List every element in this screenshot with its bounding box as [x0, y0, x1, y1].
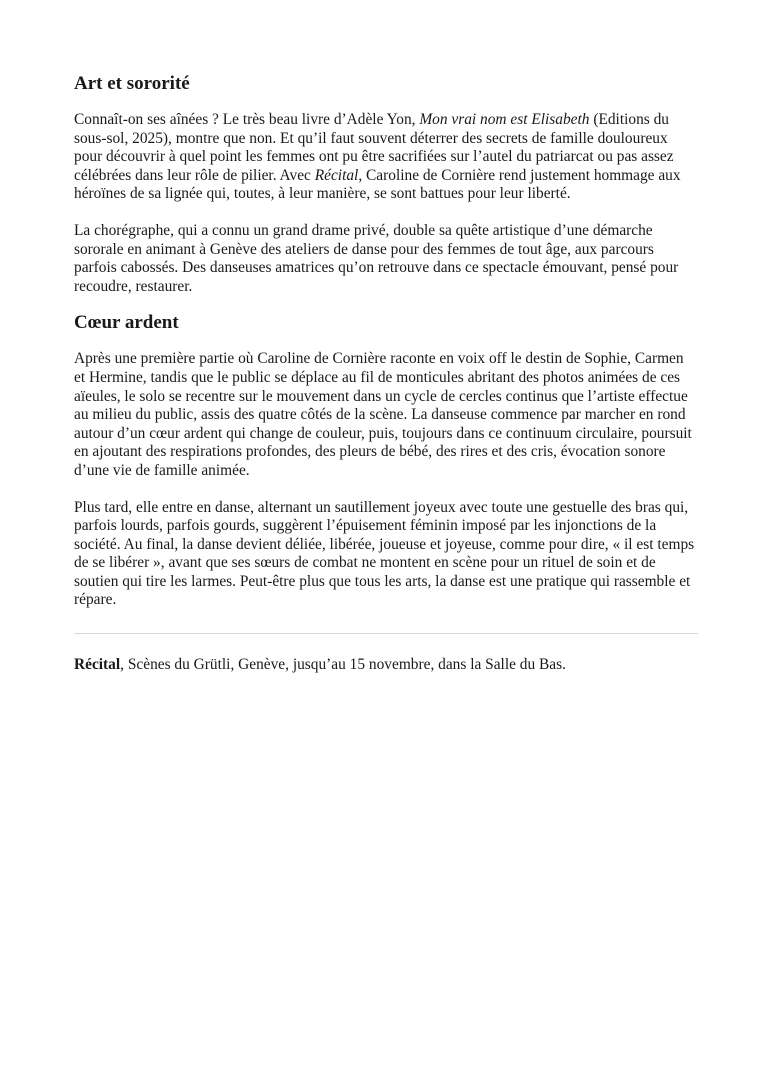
section-heading-art-et-sororite: Art et sororité: [74, 73, 190, 94]
event-info: [74, 656, 698, 675]
paragraph-intro: [74, 111, 698, 204]
event-details: , Scènes du Grütli, Genève, jusqu’au 15 novembre, dans la Salle du Bas.: [120, 656, 566, 674]
show-title: Récital: [314, 166, 359, 184]
book-title: Mon vrai nom est Elisabeth: [419, 111, 590, 128]
article: [74, 72, 698, 675]
paragraph-choreographer: La chorégraphe, qui a connu un grand drame privé, double sa quête artistique d’une démarche sororale en animant à Genève des ateliers de danse pour des femmes de tout âge, aux parcours parfois cabossés. Des danseuses amatrices qu’on retrouve dans ce spectacle émouvant, pensé pour recoudre, restaurer.: [74, 221, 679, 295]
section-heading-coeur-ardent: Cœur ardent: [74, 312, 179, 334]
paragraph-later: Plus tard, elle entre en danse, alternant un sautillement joyeux avec toute une gestuelle des bras qui, parfois lourds, parfois gourds, suggèrent l’épuisement féminin imposé par les injonctions de la société. Au final, la danse devient déliée, libérée, joueuse et joyeuse, comme pour dire, « il est temps de se libérer », avant que ses sœurs de combat ne montent en scène pour un rituel de soin et de soutien qui tire les larmes. Peut-être plus que tous les arts, la danse est une pratique qui rassemble et répare.: [74, 498, 695, 609]
paragraph-intro-text-1: Connaît-on ses aînées ? Le très beau livre d’Adèle Yon,: [74, 111, 420, 128]
paragraph-intro-text-2: (Editions du sous-sol, 2025), montre que non. Et qu’il faut souvent déterrer des secrets de famille douloureux pour découvrir à quel point les femmes ont pu être sacrifiées sur l’autel du patriarcat ou pas assez célébrées dans leur rôle de pilier. Avec: [74, 111, 674, 184]
paragraph-intro-text-3: , Caroline de Cornière rend justement hommage aux héroïnes de sa lignée qui, toutes, à leur manière, se sont battues pour leur liberté.: [74, 166, 681, 203]
event-title: Récital: [74, 656, 121, 674]
divider: [74, 633, 698, 634]
paragraph-first-part: Après une première partie où Caroline de Cornière raconte en voix off le destin de Sophie, Carmen et Hermine, tandis que le public se déplace au fil de monticules abritant des photos animées de ces aïeules, le solo se recentre sur le mouvement dans un cycle de cercles continus que l’artiste effectue au milieu du public, assis des quatre côtés de la scène. La danseuse commence par marcher en rond autour d’un cœur ardent qui change de couleur, puis, toujours dans ce continuum circulaire, poursuit en ajoutant des respirations profondes, des pleurs de bébé, des rires et des cris, évocation sonore d’une vie de famille animée.: [74, 350, 692, 479]
